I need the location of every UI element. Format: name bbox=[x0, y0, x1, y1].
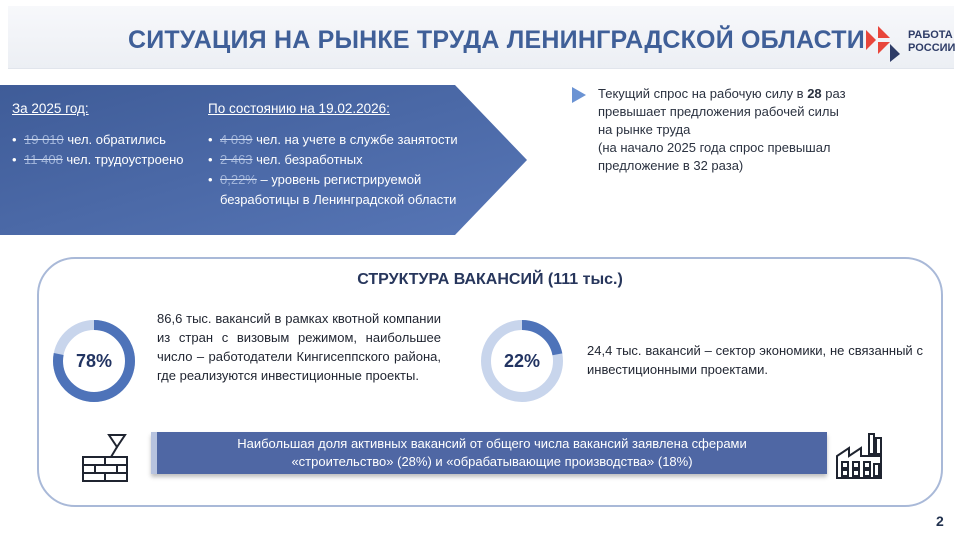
highlight-banner: Наибольшая доля активных вакансий от общего числа вакансий заявлена сферами «строительство» (28%) и «обрабатывающие производства» (18%) bbox=[151, 432, 827, 474]
stats-arrow-band bbox=[0, 85, 527, 235]
vacancy-text-other: 24,4 тыс. вакансий – сектор экономики, не связанный с инвестиционными проектами. bbox=[587, 343, 923, 377]
bullet-icon: • bbox=[12, 152, 17, 167]
vacancy-text-quota: 86,6 тыс. вакансий в рамках квотной компании из стран с визовым режимом, наибольшее число – работодатели Кингисеппского района, где реализуются инвестиционные проекты. bbox=[157, 311, 441, 383]
demand-text: Текущий спрос на рабочую силу в 28 раз превышает предложения рабочей силы на рынке труда (на начало 2025 года спрос превышал предложение в 32 раза) bbox=[598, 86, 846, 173]
stats-current-block bbox=[208, 101, 458, 210]
stats-2025-block bbox=[12, 101, 183, 170]
stats-current-heading: По состоянию на 19.02.2026: bbox=[208, 101, 390, 116]
triangle-marker-icon bbox=[572, 87, 586, 103]
demand-multiplier: 28 bbox=[807, 86, 822, 101]
stat-row-continuation: безработицы в Ленинградской области bbox=[220, 192, 457, 207]
vacancy-structure-title: СТРУКТУРА ВАКАНСИЙ (111 тыс.) bbox=[357, 271, 623, 288]
percent-label: 22% bbox=[503, 350, 541, 371]
stat-row: • 11 408 чел. трудоустроено bbox=[12, 150, 183, 170]
percent-label: 78% bbox=[75, 350, 113, 371]
demand-note bbox=[572, 85, 872, 175]
vacancy-structure-panel bbox=[37, 257, 943, 507]
bullet-icon: • bbox=[208, 172, 213, 187]
percent-ring-left bbox=[49, 316, 139, 406]
stat-row: • 2 463 чел. безработных bbox=[208, 150, 458, 170]
page-number: 2 bbox=[936, 513, 944, 529]
bullet-icon: • bbox=[208, 132, 213, 147]
rabota-rossii-logo bbox=[860, 24, 960, 66]
bullet-icon: • bbox=[12, 132, 17, 147]
page-title: СИТУАЦИЯ НА РЫНКЕ ТРУДА ЛЕНИНГРАДСКОЙ ОБЛАСТИ bbox=[128, 26, 865, 54]
stats-2025-heading: За 2025 год: bbox=[12, 101, 89, 116]
percent-ring-right bbox=[477, 316, 567, 406]
logo-text: РАБОТА РОССИИ bbox=[908, 29, 956, 54]
rabota-rossii-logo-icon bbox=[860, 24, 904, 64]
brick-wall-trowel-icon bbox=[81, 431, 131, 485]
stat-row: • 0,22% – уровень регистрируемой bbox=[208, 170, 458, 190]
stat-row: • 19 010 чел. обратились bbox=[12, 130, 183, 150]
bullet-icon: • bbox=[208, 152, 213, 167]
factory-icon bbox=[833, 432, 885, 482]
stat-row: • 4 039 чел. на учете в службе занятости bbox=[208, 130, 458, 150]
header-bar bbox=[8, 6, 954, 69]
